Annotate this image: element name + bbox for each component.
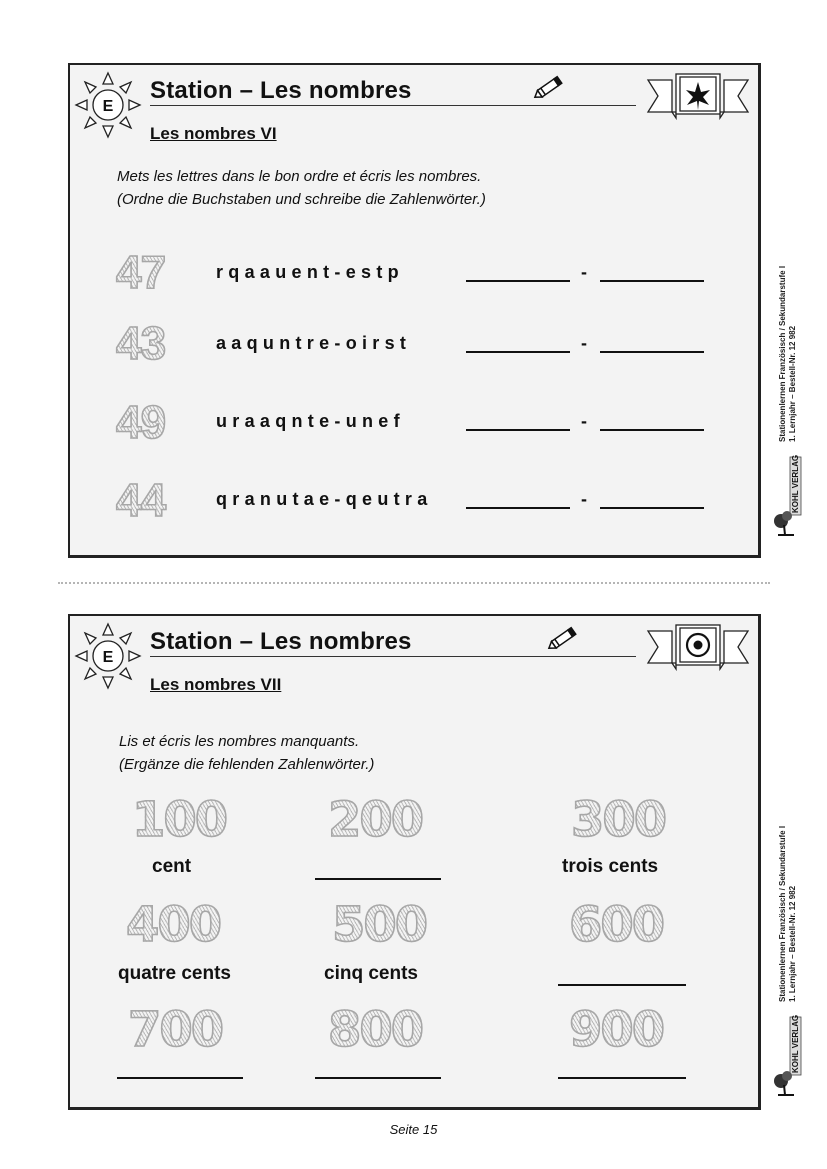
scrambled-word: rqaauent-estp: [216, 262, 404, 282]
station-title: Station – Les nombres: [150, 628, 412, 655]
number-49: 49: [116, 396, 166, 448]
number-400: 400: [126, 897, 221, 953]
number-word: trois cents: [562, 856, 659, 877]
answer-blank[interactable]: [466, 280, 570, 282]
target-icon: [687, 634, 709, 656]
answer-blank[interactable]: [600, 429, 704, 431]
number-800: 800: [328, 1002, 423, 1058]
answer-blank[interactable]: [315, 878, 441, 880]
number-word: cinq cents: [324, 963, 418, 984]
answer-blank[interactable]: [600, 280, 704, 282]
number-word: cent: [152, 856, 192, 877]
number-43: 43: [116, 317, 166, 369]
sun-badge-icon: [74, 71, 142, 139]
answer-blank[interactable]: [558, 984, 686, 986]
imprint-line-1: Stationenlernen Französisch / Sekundarstufe I: [778, 825, 787, 1002]
scrambled-word: uraaqnte-unef: [216, 411, 405, 431]
exercise-subtitle: Les nombres VI: [150, 124, 277, 143]
badge-letter: E: [102, 649, 114, 666]
answer-blank[interactable]: [315, 1077, 441, 1079]
ribbon-banner: [646, 70, 750, 120]
page-number: Seite 15: [389, 1122, 438, 1137]
number-200: 200: [328, 792, 423, 848]
answer-blank[interactable]: [600, 351, 704, 353]
imprint-line-2: 1. Lernjahr – Bestell-Nr. 12 982: [788, 325, 797, 442]
title-underline: [150, 105, 636, 106]
instruction-de: (Ergänze die fehlenden Zahlenwörter.): [119, 756, 375, 773]
badge-letter: E: [102, 98, 114, 115]
number-100: 100: [132, 792, 227, 848]
imprint-text: [778, 826, 798, 1002]
scrambled-word: aaquntre-oirst: [216, 333, 412, 353]
number-word: quatre cents: [118, 963, 231, 984]
hyphen: -: [581, 262, 587, 282]
answer-blank[interactable]: [117, 1077, 243, 1079]
number-600: 600: [569, 897, 664, 953]
number-300: 300: [571, 792, 666, 848]
kohl-verlag-logo: [772, 1015, 808, 1097]
instruction-de: (Ordne die Buchstaben und schreibe die Zahlenwörter.): [117, 191, 486, 208]
number-900: 900: [569, 1002, 664, 1058]
hyphen: -: [581, 333, 587, 353]
number-500: 500: [332, 897, 427, 953]
imprint-line-2: 1. Lernjahr – Bestell-Nr. 12 982: [788, 885, 797, 1002]
ribbon-banner: [646, 621, 750, 671]
svg-text:KOHL VERLAG: KOHL VERLAG: [791, 455, 800, 513]
answer-blank[interactable]: [466, 429, 570, 431]
number-44: 44: [116, 474, 166, 526]
pencil-icon: [532, 75, 564, 101]
station-card-2: [68, 614, 761, 1110]
answer-blank[interactable]: [558, 1077, 686, 1079]
hyphen: -: [581, 411, 587, 431]
kohl-verlag-logo: [772, 455, 808, 537]
hyphen: -: [581, 489, 587, 509]
answer-blank[interactable]: [600, 507, 704, 509]
svg-text:KOHL VERLAG: KOHL VERLAG: [791, 1015, 800, 1073]
sun-badge-icon: [74, 622, 142, 690]
instruction-fr: Mets les lettres dans le bon ordre et écris les nombres.: [117, 168, 482, 185]
number-47: 47: [116, 246, 166, 298]
answer-blank[interactable]: [466, 351, 570, 353]
imprint-line-1: Stationenlernen Französisch / Sekundarstufe I: [778, 265, 787, 442]
pencil-icon: [546, 626, 578, 652]
answer-blank[interactable]: [466, 507, 570, 509]
scrambled-word: qranutae-qeutra: [216, 489, 433, 509]
imprint-text: [778, 266, 798, 442]
number-700: 700: [128, 1002, 223, 1058]
station-title: Station – Les nombres: [150, 77, 412, 104]
instruction-fr: Lis et écris les nombres manquants.: [119, 733, 360, 750]
station-card-1: [68, 63, 761, 558]
cut-line-divider: [58, 582, 770, 584]
exercise-subtitle: Les nombres VII: [150, 675, 282, 694]
title-underline: [150, 656, 636, 657]
